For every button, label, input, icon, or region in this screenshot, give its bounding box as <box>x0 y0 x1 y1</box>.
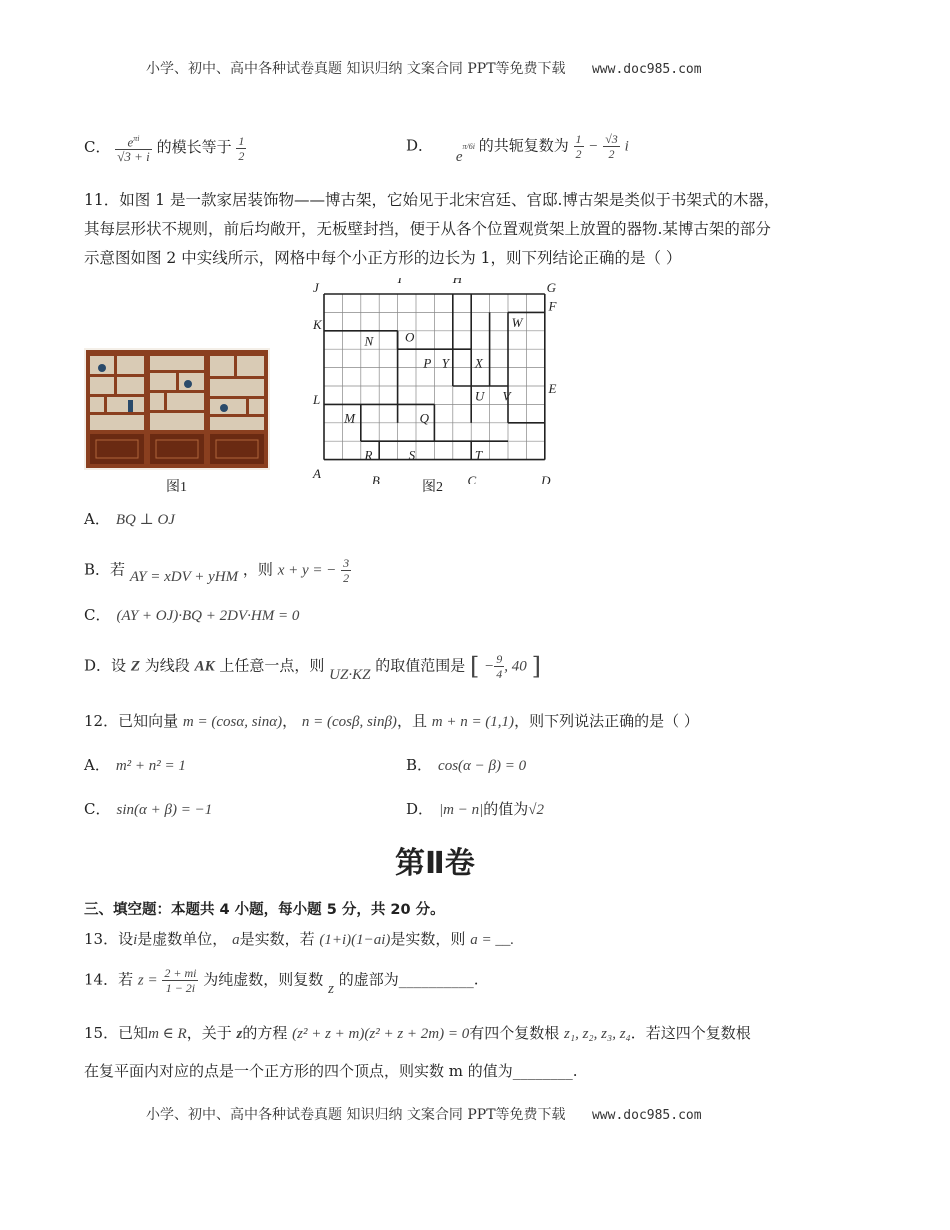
point-label-O: O <box>404 329 415 345</box>
point-label-N: N <box>364 333 374 349</box>
point-label-R: R <box>364 447 373 463</box>
figure-2-caption: 图2 <box>422 480 443 495</box>
point-label-G: G <box>546 280 557 295</box>
figure-2-grid-diagram <box>304 278 566 484</box>
point-label-A: A <box>312 465 321 481</box>
section-3-heading: 三、填空题：本题共 4 小题，每小题 5 分，共 20 分。 <box>84 902 445 918</box>
fraction: $\frac{e^{\pi i}}{√3 + i}$ <box>117 134 150 165</box>
point-label-T: T <box>474 447 483 463</box>
page-header <box>146 58 702 78</box>
fraction: $\frac{9}{4}$ <box>496 652 503 681</box>
point-label-D: D <box>541 473 551 484</box>
option-text: 的模长等于 <box>156 138 232 157</box>
option-label: D． <box>406 136 434 155</box>
point-label-P: P <box>423 355 432 371</box>
q10-option-c <box>84 132 246 164</box>
option-label: C． <box>84 138 111 157</box>
q12-option-c: C． sin(α + β) = −1 <box>84 800 213 818</box>
q13: 13．设i是虚数单位， a是实数，若 (1+i)(1−ai)是实数，则 a = __. <box>84 930 515 948</box>
point-label-I: I <box>397 278 402 286</box>
fraction: $\frac{3}{2}$ <box>343 556 350 585</box>
point-label-K: K <box>312 316 322 332</box>
figure-1-shelf-image <box>84 348 270 470</box>
q15-line-1: 15．已知m ∈ R，关于 z的方程 (z² + z + m)(z² + z + 2m) = 0有四个复数根 z₁, z₂, z₃, z₄．若这四个复数根 <box>84 1024 751 1042</box>
point-label-H: H <box>452 278 463 286</box>
point-label-S: S <box>408 447 416 463</box>
header-url: www.doc985.com <box>591 62 702 77</box>
point-label-X: X <box>474 355 483 371</box>
fraction: $\frac{1}{2}$ <box>238 133 245 163</box>
header-text: 小学、初中、高中各种试卷真题 知识归纳 文案合同 PPT等免费下载 <box>146 61 566 77</box>
point-label-B: B <box>371 473 380 484</box>
q11-stem: 11．如图 1 是一款家居装饰物——博古架，它始见于北宋宫廷、官邸.博古架是类似于书架式的木器， 其每层形状不规则，前后均敞开，无板壁封挡，便于从各个位置观赏架上放置的器物.某博古架的部分 示意图如图 2 中实线所示，网格中每个小正方形的边长为 1，则下列结论正确的是（ ） <box>84 191 780 267</box>
option-text: 的共轭复数为 <box>478 136 569 155</box>
point-label-L: L <box>312 392 321 408</box>
grid-svg <box>304 278 566 484</box>
point-label-F: F <box>548 298 557 314</box>
point-label-M: M <box>344 410 356 426</box>
point-label-U: U <box>474 388 485 404</box>
footer-url: www.doc985.com <box>591 1108 702 1123</box>
point-label-V: V <box>502 388 511 404</box>
point-label-E: E <box>548 381 557 397</box>
q11-option-b: B．若 AY = xDV + yHM ，则 x + y = − $\frac{3}{2}$ <box>84 556 350 585</box>
point-label-Y: Y <box>441 355 449 371</box>
q12-option-b: B． cos(α − β) = 0 <box>406 756 527 774</box>
exp-term: $e^{\pi/6i}$ <box>455 141 475 165</box>
page-footer <box>146 1104 702 1124</box>
q14: 14．若 z = $\frac{2 + mi}{1 - 2i}$ 为纯虚数，则复数 z 的虚部为__________. <box>84 966 479 997</box>
q11-option-c: C． (AY + OJ)·BQ + 2DV·HM = 0 <box>84 606 300 624</box>
figure-1-caption: 图1 <box>166 480 187 495</box>
q15-line-2: 在复平面内对应的点是一个正方形的四个顶点，则实数 m 的值为________. <box>84 1062 578 1080</box>
fraction: $\frac{1}{2}$ <box>575 132 582 161</box>
point-label-C: C <box>467 473 477 484</box>
q11-option-d: D．设 Z 为线段 AK 上任意一点，则 UZ·KZ 的取值范围是 [ − $\frac{9}{4}$ , 40 ] <box>84 652 541 683</box>
q11-option-a: A． BQ ⊥ OJ <box>84 510 175 528</box>
point-label-Q: Q <box>419 410 430 426</box>
fraction: $\frac{2 + mi}{1 - 2i}$ <box>164 966 197 995</box>
point-label-W: W <box>511 314 523 330</box>
q12-option-d: D． |m − n|的值为√2 <box>406 800 544 818</box>
q12-stem: 12．已知向量 m = (cosα, sinα)， n = (cosβ, sinβ)，且 m + n = (1,1)，则下列说法正确的是（ ） <box>84 712 699 730</box>
q12-option-a: A． m² + n² = 1 <box>84 756 186 774</box>
point-label-J: J <box>312 280 319 295</box>
fraction: $\frac{√3}{2}$ <box>605 132 618 161</box>
footer-text: 小学、初中、高中各种试卷真题 知识归纳 文案合同 PPT等免费下载 <box>146 1107 566 1123</box>
part-2-title: 第Ⅱ卷 <box>395 846 475 881</box>
q10-option-d: D． $e^{\pi/6i}$ 的共轭复数为 $\frac{1}{2}$ − $\frac{√3}{2}$ i <box>406 132 629 165</box>
